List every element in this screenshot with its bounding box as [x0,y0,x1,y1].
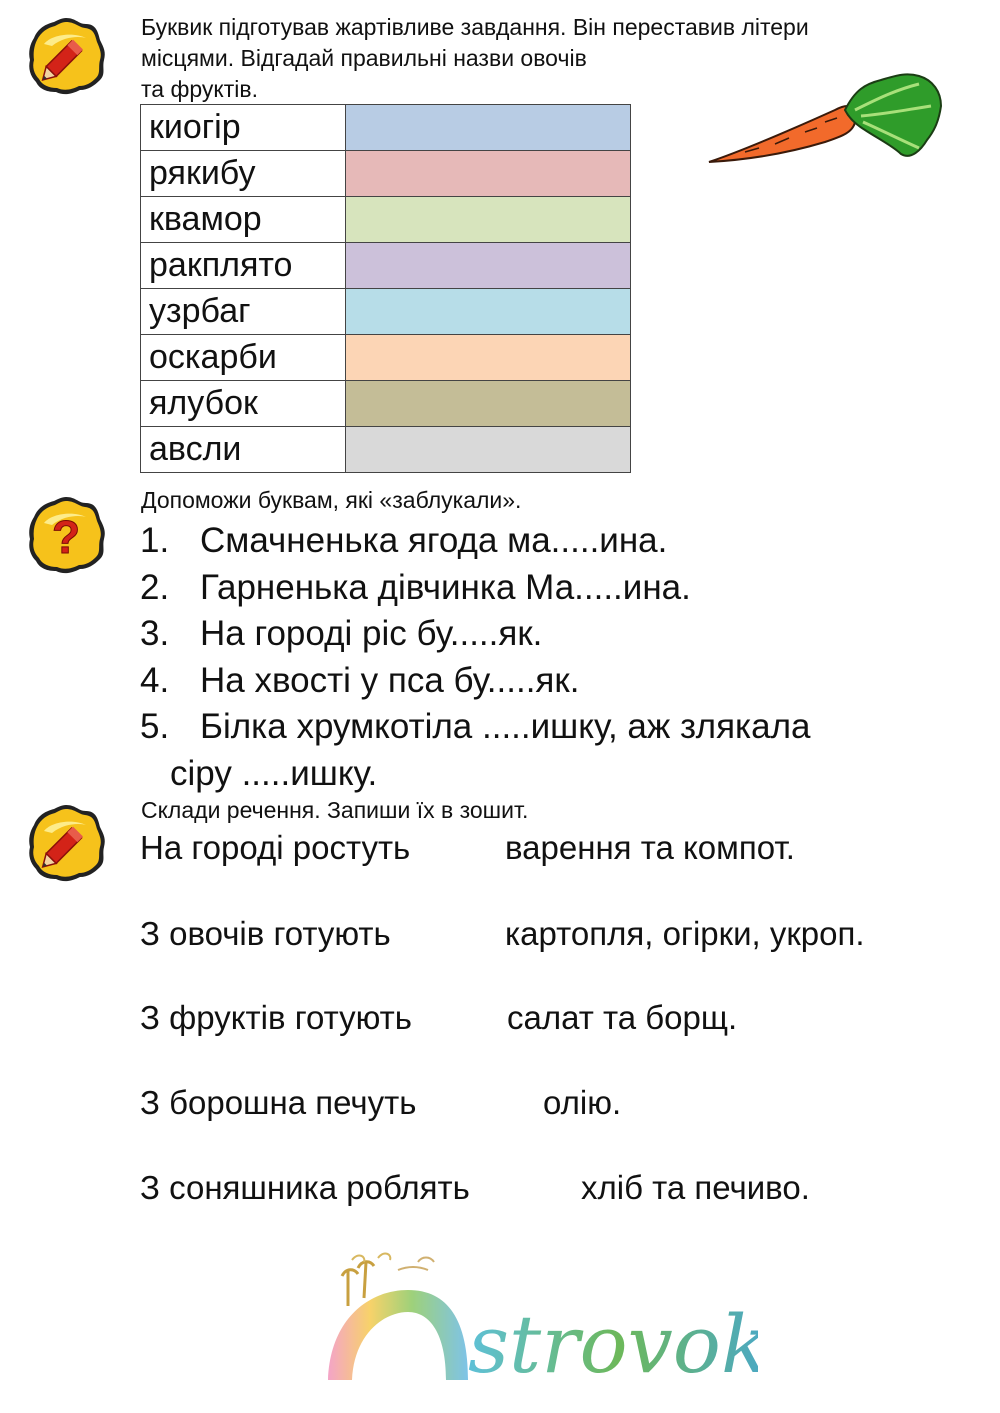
scrambled-word: ракплято [141,243,346,289]
item-text-continuation: сіру .....ишку. [170,753,378,793]
answer-field[interactable] [346,381,631,427]
answer-field[interactable] [346,289,631,335]
missing-letters-list [140,518,940,797]
section3-title: Склади речення. Запиши їх в зошит. [141,797,529,823]
instruction-line: Буквик підготував жартівливе завдання. Він переставив літери [141,14,809,40]
item-text: Гарненька дівчинка Ма.....ина. [200,567,691,607]
item-number: 4. [140,660,170,700]
table-row [141,427,631,473]
list-item [140,565,940,612]
sentence-start: З фруктів готують [140,999,412,1036]
section2-title: Допоможи буквам, які «заблукали». [141,487,522,513]
sentence-start: На городі ростуть [140,829,411,866]
scrambled-word: рякибу [141,151,346,197]
list-item [140,658,940,705]
item-text: Смачненька ягода ма.....ина. [200,521,668,560]
sentence-start: З овочів готують [140,915,391,952]
answer-field[interactable] [346,335,631,381]
scrambled-word: квамор [141,197,346,243]
scrambled-word: узрбаг [141,289,346,335]
item-text: На городі ріс бу.....як. [200,614,543,653]
table-row [141,197,631,243]
sentence-end: салат та борщ. [507,999,738,1036]
item-number: 1. [140,521,170,560]
anagram-table [140,104,631,473]
sentence-end: хліб та печиво. [581,1169,810,1206]
table-row [141,243,631,289]
table-row [141,381,631,427]
sentence-end: варення та компот. [505,829,795,866]
list-item [140,611,940,658]
answer-field[interactable] [346,197,631,243]
item-text: На хвості у пса бу.....як. [200,660,580,700]
table-row [141,151,631,197]
scrambled-word: авсли [141,427,346,473]
list-item-continuation [140,751,940,798]
sentence-end: картопля, огірки, укроп. [505,915,865,952]
question-badge-icon [24,493,108,577]
answer-field[interactable] [346,427,631,473]
list-item [140,518,940,565]
answer-field[interactable] [346,243,631,289]
sentence-start: З соняшника роблять [140,1169,470,1206]
logo-text: strovok [468,1298,758,1390]
instruction-line: місцями. Відгадай правильні назви овочів [141,45,587,71]
scrambled-word: киогір [141,105,346,151]
svg-text:?: ? [51,511,81,563]
list-item [140,704,940,751]
scrambled-word: оскарби [141,335,346,381]
answer-field[interactable] [346,151,631,197]
pencil-badge-icon [24,801,108,885]
table-row [141,289,631,335]
answer-field[interactable] [346,105,631,151]
item-number: 3. [140,614,170,653]
item-number: 5. [140,707,170,746]
table-row [141,105,631,151]
item-text: Білка хрумкотіла .....ишку, аж злякала [200,707,811,746]
carrot-icon [705,70,945,170]
table-row [141,335,631,381]
scrambled-word: ялубок [141,381,346,427]
ostrovok-logo [318,1250,758,1390]
item-number: 2. [140,567,170,607]
sentence-end: олію. [543,1084,622,1121]
sentence-start: З борошна печуть [140,1084,417,1121]
instruction-line: та фруктів. [141,76,258,102]
pencil-badge-icon [24,14,108,98]
